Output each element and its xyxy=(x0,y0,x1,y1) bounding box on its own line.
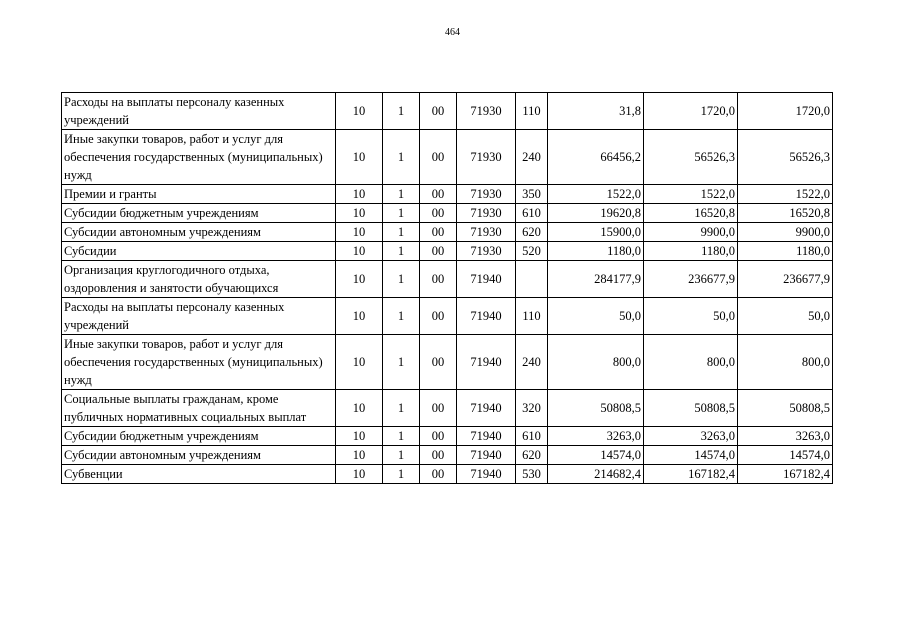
program-code-cell: 00 xyxy=(420,242,457,261)
table-row xyxy=(62,465,833,484)
section-code-cell: 10 xyxy=(336,130,383,185)
table-body xyxy=(62,93,833,484)
table-row xyxy=(62,390,833,427)
amount-year-3-cell: 167182,4 xyxy=(738,465,833,484)
table-row xyxy=(62,93,833,130)
amount-year-2-cell: 16520,8 xyxy=(644,204,738,223)
expense-type-cell: 520 xyxy=(516,242,548,261)
program-code-cell: 00 xyxy=(420,130,457,185)
subsection-code-cell: 1 xyxy=(383,446,420,465)
expense-name-cell: Субсидии xyxy=(62,242,336,261)
program-code-cell: 00 xyxy=(420,223,457,242)
table-row xyxy=(62,130,833,185)
expense-type-cell: 610 xyxy=(516,204,548,223)
subsection-code-cell: 1 xyxy=(383,223,420,242)
amount-year-3-cell: 56526,3 xyxy=(738,130,833,185)
amount-year-2-cell: 167182,4 xyxy=(644,465,738,484)
subsection-code-cell: 1 xyxy=(383,242,420,261)
section-code-cell: 10 xyxy=(336,465,383,484)
subsection-code-cell: 1 xyxy=(383,390,420,427)
amount-year-1-cell: 66456,2 xyxy=(548,130,644,185)
table-row xyxy=(62,427,833,446)
amount-year-3-cell: 50808,5 xyxy=(738,390,833,427)
amount-year-2-cell: 1720,0 xyxy=(644,93,738,130)
amount-year-1-cell: 19620,8 xyxy=(548,204,644,223)
target-article-cell: 71930 xyxy=(457,204,516,223)
section-code-cell: 10 xyxy=(336,242,383,261)
section-code-cell: 10 xyxy=(336,261,383,298)
amount-year-1-cell: 284177,9 xyxy=(548,261,644,298)
amount-year-3-cell: 3263,0 xyxy=(738,427,833,446)
target-article-cell: 71940 xyxy=(457,335,516,390)
amount-year-1-cell: 15900,0 xyxy=(548,223,644,242)
program-code-cell: 00 xyxy=(420,93,457,130)
expense-name-cell: Иные закупки товаров, работ и услуг для обеспечения государственных (муниципальных) нужд xyxy=(62,335,336,390)
expense-name-cell: Субсидии бюджетным учреждениям xyxy=(62,204,336,223)
program-code-cell: 00 xyxy=(420,261,457,298)
budget-table xyxy=(61,92,833,484)
target-article-cell: 71930 xyxy=(457,130,516,185)
expense-name-cell: Иные закупки товаров, работ и услуг для обеспечения государственных (муниципальных) нужд xyxy=(62,130,336,185)
subsection-code-cell: 1 xyxy=(383,427,420,446)
amount-year-2-cell: 50,0 xyxy=(644,298,738,335)
amount-year-3-cell: 1720,0 xyxy=(738,93,833,130)
amount-year-2-cell: 3263,0 xyxy=(644,427,738,446)
expense-name-cell: Субвенции xyxy=(62,465,336,484)
amount-year-3-cell: 800,0 xyxy=(738,335,833,390)
table-row xyxy=(62,335,833,390)
target-article-cell: 71930 xyxy=(457,223,516,242)
target-article-cell: 71930 xyxy=(457,242,516,261)
amount-year-3-cell: 236677,9 xyxy=(738,261,833,298)
expense-type-cell: 610 xyxy=(516,427,548,446)
target-article-cell: 71940 xyxy=(457,298,516,335)
expense-type-cell: 240 xyxy=(516,335,548,390)
table-row xyxy=(62,185,833,204)
subsection-code-cell: 1 xyxy=(383,298,420,335)
program-code-cell: 00 xyxy=(420,390,457,427)
table-row xyxy=(62,446,833,465)
expense-name-cell: Расходы на выплаты персоналу казенных учреждений xyxy=(62,298,336,335)
page-number: 464 xyxy=(445,27,460,38)
expense-type-cell: 240 xyxy=(516,130,548,185)
expense-type-cell: 620 xyxy=(516,223,548,242)
program-code-cell: 00 xyxy=(420,446,457,465)
amount-year-1-cell: 14574,0 xyxy=(548,446,644,465)
expense-name-cell: Организация круглогодичного отдыха, оздоровления и занятости обучающихся xyxy=(62,261,336,298)
subsection-code-cell: 1 xyxy=(383,204,420,223)
expense-name-cell: Субсидии автономным учреждениям xyxy=(62,223,336,242)
table-row xyxy=(62,223,833,242)
subsection-code-cell: 1 xyxy=(383,335,420,390)
program-code-cell: 00 xyxy=(420,185,457,204)
amount-year-2-cell: 14574,0 xyxy=(644,446,738,465)
expense-type-cell: 110 xyxy=(516,298,548,335)
amount-year-3-cell: 50,0 xyxy=(738,298,833,335)
program-code-cell: 00 xyxy=(420,204,457,223)
target-article-cell: 71930 xyxy=(457,185,516,204)
amount-year-2-cell: 1180,0 xyxy=(644,242,738,261)
subsection-code-cell: 1 xyxy=(383,261,420,298)
amount-year-3-cell: 14574,0 xyxy=(738,446,833,465)
target-article-cell: 71940 xyxy=(457,261,516,298)
subsection-code-cell: 1 xyxy=(383,465,420,484)
section-code-cell: 10 xyxy=(336,204,383,223)
amount-year-1-cell: 50808,5 xyxy=(548,390,644,427)
expense-type-cell: 320 xyxy=(516,390,548,427)
target-article-cell: 71930 xyxy=(457,93,516,130)
amount-year-1-cell: 1180,0 xyxy=(548,242,644,261)
subsection-code-cell: 1 xyxy=(383,185,420,204)
amount-year-1-cell: 3263,0 xyxy=(548,427,644,446)
expense-name-cell: Социальные выплаты гражданам, кроме публичных нормативных социальных выплат xyxy=(62,390,336,427)
amount-year-1-cell: 31,8 xyxy=(548,93,644,130)
section-code-cell: 10 xyxy=(336,298,383,335)
amount-year-1-cell: 800,0 xyxy=(548,335,644,390)
amount-year-3-cell: 16520,8 xyxy=(738,204,833,223)
target-article-cell: 71940 xyxy=(457,390,516,427)
amount-year-2-cell: 56526,3 xyxy=(644,130,738,185)
expense-type-cell xyxy=(516,261,548,298)
amount-year-2-cell: 9900,0 xyxy=(644,223,738,242)
section-code-cell: 10 xyxy=(336,390,383,427)
expense-name-cell: Субсидии бюджетным учреждениям xyxy=(62,427,336,446)
amount-year-2-cell: 50808,5 xyxy=(644,390,738,427)
target-article-cell: 71940 xyxy=(457,465,516,484)
expense-type-cell: 110 xyxy=(516,93,548,130)
amount-year-1-cell: 50,0 xyxy=(548,298,644,335)
section-code-cell: 10 xyxy=(336,335,383,390)
expense-type-cell: 620 xyxy=(516,446,548,465)
expense-type-cell: 350 xyxy=(516,185,548,204)
subsection-code-cell: 1 xyxy=(383,93,420,130)
program-code-cell: 00 xyxy=(420,427,457,446)
amount-year-2-cell: 1522,0 xyxy=(644,185,738,204)
section-code-cell: 10 xyxy=(336,446,383,465)
table-row xyxy=(62,242,833,261)
section-code-cell: 10 xyxy=(336,427,383,446)
subsection-code-cell: 1 xyxy=(383,130,420,185)
amount-year-3-cell: 1180,0 xyxy=(738,242,833,261)
table-row xyxy=(62,298,833,335)
expense-type-cell: 530 xyxy=(516,465,548,484)
table-row xyxy=(62,261,833,298)
program-code-cell: 00 xyxy=(420,465,457,484)
target-article-cell: 71940 xyxy=(457,446,516,465)
target-article-cell: 71940 xyxy=(457,427,516,446)
amount-year-3-cell: 9900,0 xyxy=(738,223,833,242)
amount-year-3-cell: 1522,0 xyxy=(738,185,833,204)
section-code-cell: 10 xyxy=(336,223,383,242)
amount-year-2-cell: 236677,9 xyxy=(644,261,738,298)
table-row xyxy=(62,204,833,223)
expense-name-cell: Расходы на выплаты персоналу казенных учреждений xyxy=(62,93,336,130)
amount-year-1-cell: 214682,4 xyxy=(548,465,644,484)
program-code-cell: 00 xyxy=(420,298,457,335)
section-code-cell: 10 xyxy=(336,93,383,130)
expense-name-cell: Премии и гранты xyxy=(62,185,336,204)
expense-name-cell: Субсидии автономным учреждениям xyxy=(62,446,336,465)
amount-year-2-cell: 800,0 xyxy=(644,335,738,390)
section-code-cell: 10 xyxy=(336,185,383,204)
program-code-cell: 00 xyxy=(420,335,457,390)
amount-year-1-cell: 1522,0 xyxy=(548,185,644,204)
